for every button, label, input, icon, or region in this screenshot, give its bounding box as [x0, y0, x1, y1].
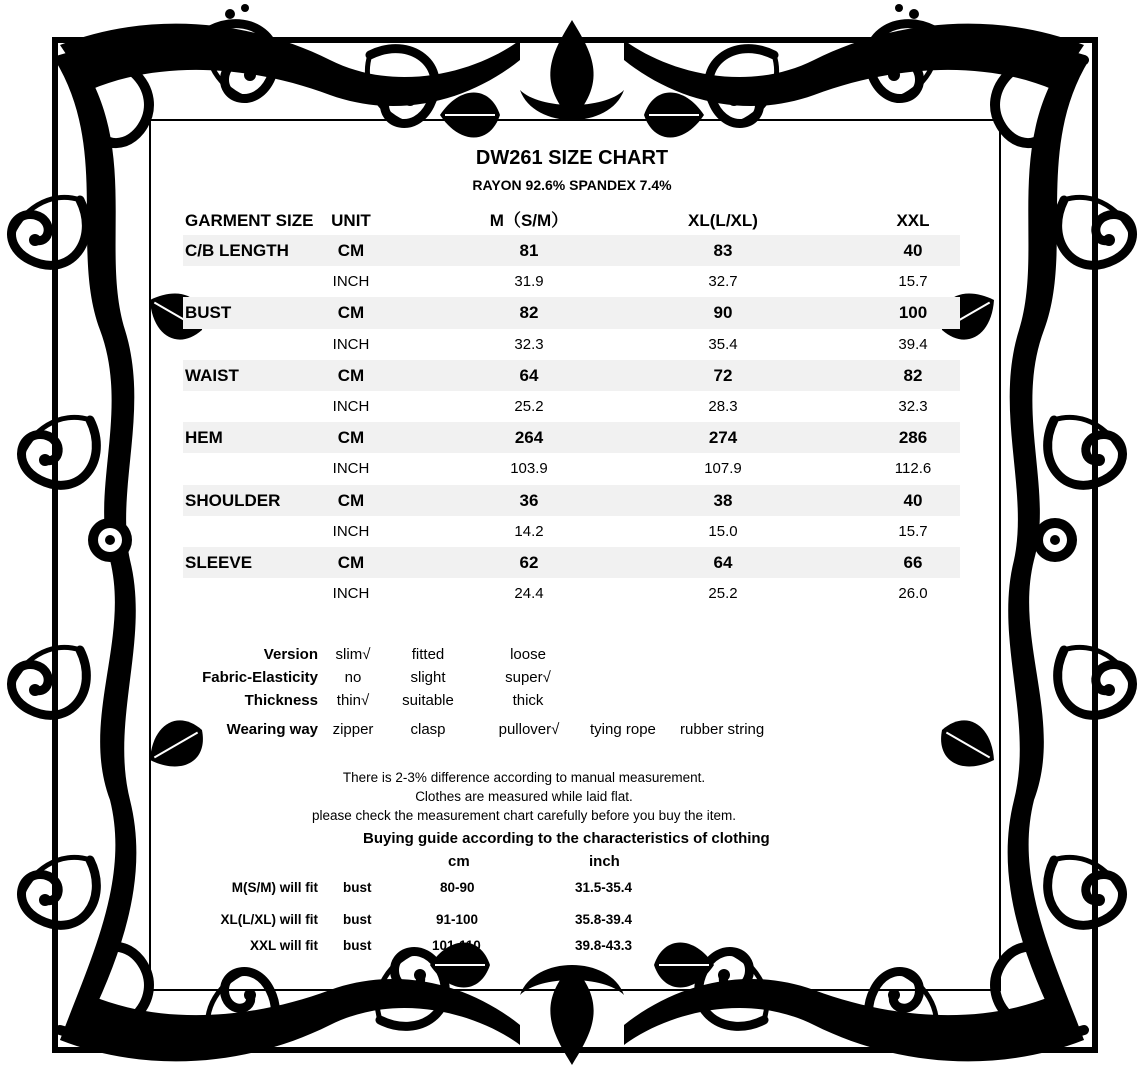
measure-name: C/B LENGTH: [185, 241, 289, 260]
value-m-inch: 24.4: [514, 585, 544, 603]
value-xl-cm: 64: [713, 552, 733, 572]
guide-cm-range: 101-110: [432, 938, 481, 953]
table-row: [183, 485, 960, 516]
value-xl-inch: 32.7: [708, 273, 738, 291]
value-xxl-inch: 15.7: [898, 273, 928, 291]
thickness-label: Thickness: [244, 692, 318, 709]
version-label: Version: [263, 646, 318, 663]
col-header-unit: UNIT: [331, 211, 371, 230]
value-xl-cm: 274: [708, 428, 738, 448]
table-header-row: [183, 206, 960, 235]
value-xxl-cm: 40: [903, 241, 923, 260]
thickness-option: suitable: [402, 692, 454, 709]
measure-name: WAIST: [185, 365, 239, 385]
thickness-option: thin√: [336, 692, 370, 709]
elasticity-option: super√: [505, 669, 551, 686]
measure-name: SHOULDER: [185, 490, 281, 510]
unit-inch: INCH: [332, 335, 370, 353]
thickness-option: thick: [512, 692, 544, 709]
guide-body-part: bust: [343, 912, 372, 927]
value-xl-inch: 28.3: [708, 397, 738, 415]
col-header-xxl: XXL: [896, 211, 930, 230]
guide-body-part: bust: [343, 938, 372, 953]
unit-cm: CM: [337, 428, 365, 448]
value-m-inch: 32.3: [514, 335, 544, 353]
unit-inch: INCH: [332, 585, 370, 603]
elasticity-option: slight: [410, 669, 446, 686]
table-row: [183, 360, 960, 391]
version-option: slim√: [335, 646, 371, 663]
col-header-garment-size: GARMENT SIZE: [185, 211, 314, 230]
note-measurement-difference: There is 2-3% difference according to manual measurement.: [342, 770, 706, 785]
table-row: [183, 516, 960, 547]
guide-col-inch: inch: [589, 853, 620, 870]
table-row: [183, 391, 960, 422]
unit-inch: INCH: [332, 273, 370, 291]
value-m-cm: 64: [519, 365, 539, 385]
unit-inch: INCH: [332, 397, 370, 415]
value-m-cm: 62: [519, 552, 539, 572]
table-row: [183, 235, 960, 266]
guide-size-label: XXL will fit: [249, 938, 318, 953]
unit-inch: INCH: [332, 460, 370, 478]
guide-inch-range: 39.8-43.3: [575, 938, 633, 953]
table-row: [183, 297, 960, 328]
col-header-xl: XL(L/XL): [688, 211, 758, 230]
measure-name: HEM: [185, 428, 223, 448]
unit-cm: CM: [337, 552, 365, 572]
value-xxl-cm: 286: [898, 428, 928, 448]
wearing-way-option: pullover√: [498, 721, 560, 738]
guide-cm-range: 91-100: [436, 912, 479, 927]
buying-guide-title: Buying guide according to the characteristics of clothing: [363, 830, 770, 847]
measure-name: BUST: [185, 303, 232, 323]
guide-body-part: bust: [343, 880, 372, 895]
value-xl-cm: 90: [713, 303, 733, 323]
wearing-way-option: zipper: [332, 721, 374, 738]
unit-cm: CM: [337, 365, 365, 385]
table-row: [183, 578, 960, 609]
value-xl-inch: 35.4: [708, 335, 738, 353]
chart-title: DW261 SIZE CHART: [475, 147, 669, 169]
value-xl-inch: 25.2: [708, 585, 738, 603]
col-header-m: M（S/M）: [489, 211, 569, 230]
elasticity-label: Fabric-Elasticity: [202, 669, 318, 686]
wearing-way-option: tying rope: [590, 721, 656, 738]
guide-size-label: XL(L/XL) will fit: [220, 912, 318, 927]
value-xl-cm: 38: [713, 490, 733, 510]
size-table: [183, 206, 960, 609]
guide-inch-range: 35.8-39.4: [575, 912, 633, 927]
table-row: [183, 422, 960, 453]
wearing-way-option: clasp: [410, 721, 446, 738]
wearing-way-label: Wearing way: [226, 721, 318, 738]
elasticity-option: no: [344, 669, 362, 686]
table-row: [183, 547, 960, 578]
guide-cm-range: 80-90: [440, 880, 475, 895]
unit-cm: CM: [337, 490, 365, 510]
value-xxl-cm: 40: [903, 490, 923, 510]
value-xxl-inch: 32.3: [898, 397, 928, 415]
value-xl-inch: 107.9: [704, 460, 742, 478]
table-row: [183, 329, 960, 360]
value-xl-cm: 72: [713, 365, 733, 385]
note-laid-flat: Clothes are measured while laid flat.: [415, 789, 633, 804]
guide-col-cm: cm: [448, 853, 470, 870]
guide-size-label: M(S/M) will fit: [231, 880, 318, 895]
unit-inch: INCH: [332, 522, 370, 540]
value-m-inch: 31.9: [514, 273, 544, 291]
guide-inch-range: 31.5-35.4: [575, 880, 633, 895]
version-option: loose: [510, 646, 546, 663]
unit-cm: CM: [337, 303, 365, 323]
value-xxl-inch: 112.6: [894, 460, 932, 478]
fabric-composition: RAYON 92.6% SPANDEX 7.4%: [472, 177, 672, 193]
value-m-cm: 81: [519, 241, 539, 260]
value-xxl-cm: 66: [903, 552, 923, 572]
value-xxl-inch: 15.7: [898, 522, 928, 540]
value-xxl-cm: 82: [903, 365, 923, 385]
table-row: [183, 453, 960, 484]
value-xl-cm: 83: [713, 241, 733, 260]
wearing-way-option: rubber string: [680, 721, 765, 738]
value-xxl-inch: 39.4: [898, 335, 928, 353]
value-xxl-cm: 100: [898, 303, 928, 323]
note-check-chart: please check the measurement chart carefully before you buy the item.: [312, 808, 736, 823]
value-m-inch: 25.2: [514, 397, 544, 415]
value-m-inch: 103.9: [510, 460, 548, 478]
value-xl-inch: 15.0: [708, 522, 738, 540]
table-row: [183, 266, 960, 297]
value-xxl-inch: 26.0: [898, 585, 928, 603]
value-m-cm: 82: [519, 303, 539, 323]
value-m-cm: 36: [519, 490, 539, 510]
value-m-inch: 14.2: [514, 522, 544, 540]
version-option: fitted: [411, 646, 445, 663]
unit-cm: CM: [337, 241, 365, 260]
measure-name: SLEEVE: [185, 552, 253, 572]
value-m-cm: 264: [514, 428, 544, 448]
